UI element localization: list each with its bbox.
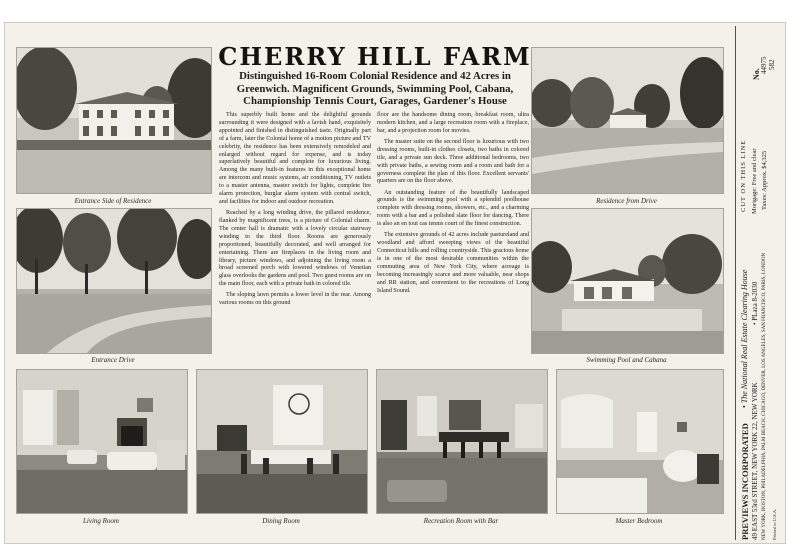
- company-phone: • PLaza 8-2030: [751, 281, 759, 325]
- company-tagline: • The National Real Estate Clearing House: [740, 269, 749, 408]
- taxes-info: Taxes: Approx. $4,325: [761, 150, 768, 210]
- company-address: 49 EAST 53rd STREET, NEW YORK 22, NEW YORK: [751, 382, 759, 540]
- photo-recreation-room: [376, 369, 548, 514]
- caption-pool: Swimming Pool and Cabana: [586, 356, 667, 364]
- listing-number: 44975: [760, 56, 768, 74]
- photo-master-bedroom: [556, 369, 724, 514]
- photo-living-room: [16, 369, 188, 514]
- photo-entrance-drive: [16, 208, 212, 354]
- caption-dining-room: Dining Room: [262, 517, 300, 525]
- caption-living-room: Living Room: [83, 517, 119, 525]
- body-paragraph: An outstanding feature of the beautifully landscaped grounds is the swimming pool with a splendid poolhouse complete with dressing rooms, showers, etc., and a charming room with a bar and a polished slate floor for dancing. There is also an en tout cas tennis court of the finest construction.: [377, 189, 529, 228]
- body-paragraph: Reached by a long winding drive, the pillared residence, flanked by magnificent trees, is a picture of Colonial charm. The center hall is dramatic with a lovely circular stairway winding to the third floor. Rooms are generously proportioned, beautifully decorated, and well arranged for entertaining. There are fireplaces in the living room and library, picture windows, and adjoining the living room a broad screened porch with lowered windows of Venetian glass overlooks the gardens and pool. Two guest rooms are on the main floor, each with a private bath in colored tile.: [219, 210, 371, 288]
- body-paragraph: The master suite on the second floor is luxurious with two dressing rooms, built-in clothes closets, two baths in colored tile, and a private sun deck. Three additional bedrooms, two with private baths, a sewing room and a room and bath for a governess complete the plan of this floor. Excellent servants' quarters are on the floor above.: [377, 138, 529, 185]
- photo-pool: [531, 208, 724, 354]
- body-paragraph: The sloping lawn permits a lower level in the rear. Among various rooms on this ground: [219, 292, 371, 307]
- office-cities: NEW YORK, BOSTON, PHILADELPHIA, PALM BEACH, CHICAGO, DENVER, LOS ANGELES, SAN FRANCISCO, PARIS, LONDON: [762, 252, 767, 540]
- listing-subnumber: 582: [768, 59, 776, 70]
- caption-residence-drive: Residence from Drive: [596, 197, 657, 205]
- cut-line-label: CUT ON THIS LINE: [740, 139, 747, 212]
- photo-residence-drive: [531, 47, 724, 194]
- listing-subtitle: Distinguished 16-Room Colonial Residence and 42 Acres in Greenwich. Magnificent Grounds, Swimming Pool, Cabana, Championship Tennis Court, Garages, Gardener's House: [236, 70, 514, 107]
- body-paragraph: floor are the handsome dining room, breakfast room, ultra modern kitchen, and a large recreation room with a fireplace, bar, and a projection room for movies.: [377, 112, 529, 134]
- caption-entrance-drive: Entrance Drive: [91, 356, 135, 364]
- mortgage-info: Mortgage: Free and clear: [751, 148, 758, 214]
- caption-master-bedroom: Master Bedroom: [615, 517, 663, 525]
- body-column-2: [377, 112, 529, 299]
- body-paragraph: The extensive grounds of 42 acres include pastureland and woodland and afford sweeping views of the beautiful Connecticut hills and rolling countryside. This gracious home is in one of the most desirable communities within the commuting area of New York City, where acreage is becoming increasingly scarce and more valuable, near shops and RR station, and convenient to the recreations of Long Island Sound.: [377, 232, 529, 294]
- cut-line-divider: [735, 26, 736, 540]
- listing-number-label: No.: [752, 68, 761, 80]
- listing-title: CHERRY HILL FARM: [218, 42, 532, 71]
- caption-recreation-room: Recreation Room with Bar: [423, 517, 499, 525]
- body-paragraph: This superbly built home and the delightful grounds surrounding it were designed with a lavish hand, exquisitely appointed and finished in distinguished taste. Originally part of a farm, later the Colonial home of a motion picture and TV celebrity, the residence has been extensively remodeled and enlarged without regard for expense, and is today superlatively beautiful and complete for luxurious living. Among the many built-in features in this exceptional home are intercom and music systems, air conditioning, TV outlets to a master antenna, master switch for lights, complete fire alarm protection, burglar alarm system with central switch, and facilities for indoor and outdoor recreation.: [219, 112, 371, 205]
- body-column-1: [219, 112, 371, 311]
- caption-entrance-side: Entrance Side of Residence: [74, 197, 152, 205]
- printed-note: Printed in U.S.A.: [772, 508, 777, 540]
- company-name: PREVIEWS INCORPORATED: [740, 423, 750, 540]
- photo-dining-room: [196, 369, 368, 514]
- photo-entrance-side: [16, 47, 212, 194]
